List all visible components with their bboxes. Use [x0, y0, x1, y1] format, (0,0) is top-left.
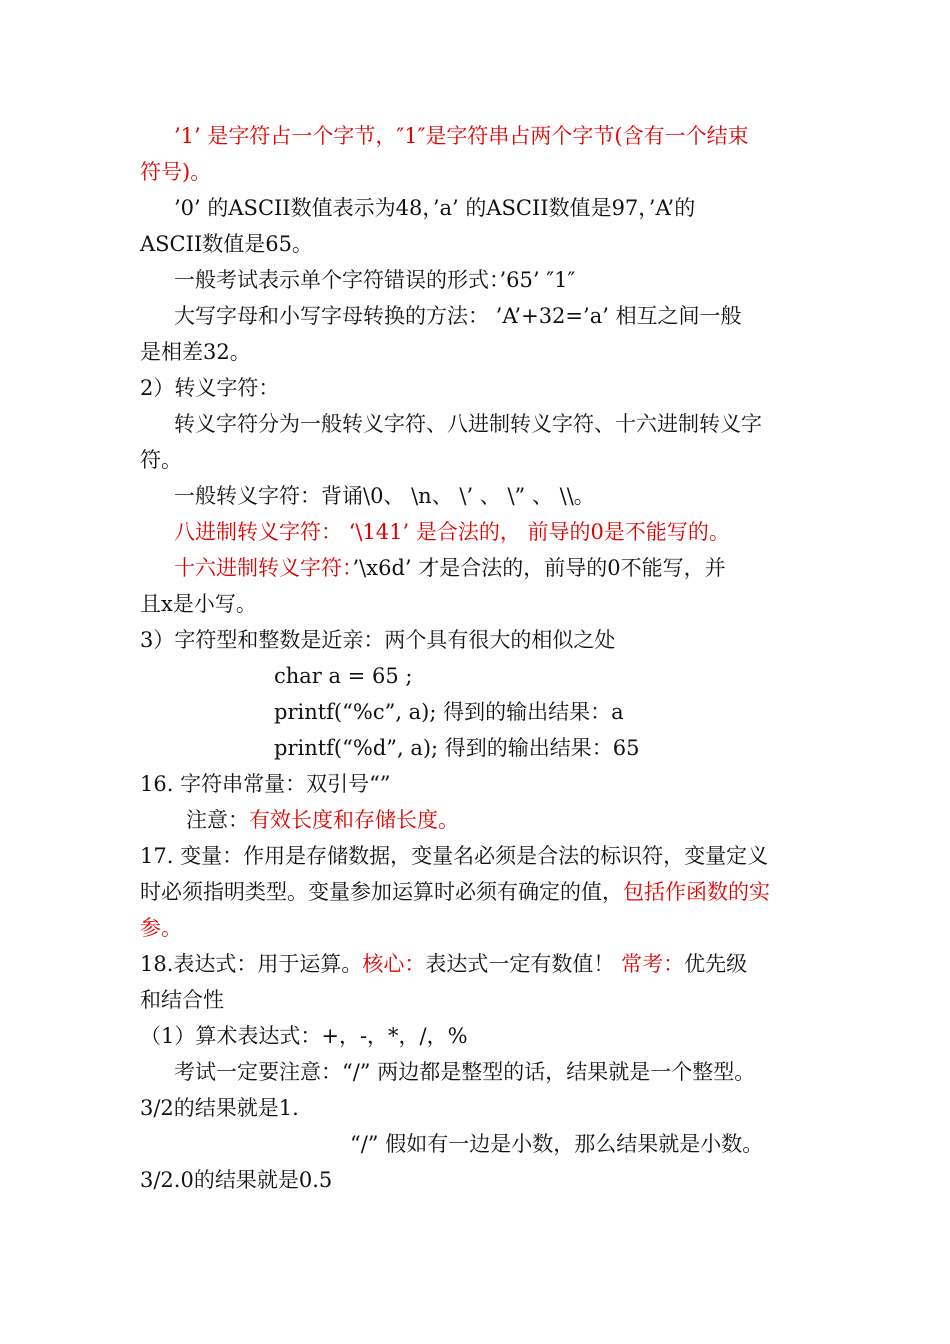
text-line: [140, 1126, 820, 1162]
text-segment: 和结合性: [140, 988, 224, 1012]
text-line: [140, 442, 820, 478]
highlight-text: 八进制转义字符： ‘\141’ 是合法的， 前导的0是不能写的。: [174, 520, 730, 544]
section-heading: [140, 622, 820, 658]
text-line: [140, 1162, 820, 1198]
code-line: [140, 694, 820, 730]
highlight-text: 符号)。: [140, 160, 212, 184]
text-segment: ’0’ 的ASCII数值表示为48，’a’ 的ASCII数值是97，’A’的: [174, 196, 696, 220]
text-segment: 注意：: [186, 808, 249, 832]
text-line: [140, 406, 820, 442]
text-segment: 18.表达式：用于运算。: [140, 952, 363, 976]
text-segment: 2）转义字符：: [140, 376, 280, 400]
highlight-text: 有效长度和存储长度。: [249, 808, 459, 832]
text-line: [140, 514, 820, 550]
text-line: [140, 1054, 820, 1090]
highlight-text: 核心：: [362, 952, 426, 976]
text-line: [140, 118, 820, 154]
text-line: [140, 802, 820, 838]
text-segment: ASCII数值是65。: [140, 232, 313, 256]
text-line: [140, 586, 820, 622]
text-line: [140, 154, 820, 190]
text-segment: 3/2.0的结果就是0.5: [140, 1168, 333, 1192]
highlight-text: 十六进制转义字符：: [174, 556, 353, 580]
text-segment: ’\x6d’ 才是合法的，前导的0不能写，并: [352, 556, 726, 580]
text-segment: “/” 假如有一边是小数，那么结果就是小数。: [350, 1132, 764, 1156]
text-segment: printf(“%d”, a); 得到的输出结果：65: [274, 736, 640, 760]
section-heading: [140, 838, 820, 874]
text-segment: 3）字符型和整数是近亲：两个具有很大的相似之处: [140, 628, 616, 652]
text-segment: 一般考试表示单个字符错误的形式：’65’ ″1″: [174, 268, 576, 292]
text-segment: （1）算术表达式：+，-，*，/，%: [140, 1024, 468, 1048]
text-line: [140, 910, 820, 946]
section-heading: [140, 370, 820, 406]
text-segment: 3/2的结果就是1.: [140, 1096, 299, 1120]
text-segment: 转义字符分为一般转义字符、八进制转义字符、十六进制转义字: [174, 412, 762, 436]
section-heading: [140, 946, 820, 982]
text-line: [140, 874, 820, 910]
highlight-text: 参。: [140, 916, 182, 940]
highlight-text: 常考：: [621, 952, 685, 976]
text-line: [140, 298, 820, 334]
text-segment: 考试一定要注意：“/” 两边都是整型的话，结果就是一个整型。: [174, 1060, 756, 1084]
text-line: [140, 226, 820, 262]
highlight-text: 包括作函数的实: [623, 880, 770, 904]
text-line: [140, 190, 820, 226]
section-heading: [140, 766, 820, 802]
text-line: [140, 478, 820, 514]
text-line: [140, 334, 820, 370]
code-line: [140, 658, 820, 694]
text-segment: 符。: [140, 448, 182, 472]
text-segment: 一般转义字符：背诵\0、 \n、 \’ 、 \” 、 \\。: [174, 484, 595, 508]
document-body: [140, 118, 820, 1198]
text-segment: 时必须指明类型。变量参加运算时必须有确定的值，: [140, 880, 623, 904]
text-segment: char a = 65 ;: [274, 664, 413, 688]
section-heading: [140, 1018, 820, 1054]
text-segment: 且x是小写。: [140, 592, 257, 616]
highlight-text: ’1’ 是字符占一个字节，″1″是字符串占两个字节(含有一个结束: [174, 124, 749, 148]
text-line: [140, 1090, 820, 1126]
text-line: [140, 550, 820, 586]
text-segment: 是相差32。: [140, 340, 251, 364]
text-line: [140, 982, 820, 1018]
text-segment: 优先级: [684, 952, 748, 976]
text-segment: 大写字母和小写字母转换的方法： ’A’+32=’a’ 相互之间一般: [174, 304, 742, 328]
text-segment: 表达式一定有数值！: [425, 952, 622, 976]
text-line: [140, 262, 820, 298]
code-line: [140, 730, 820, 766]
text-segment: 17. 变量：作用是存储数据，变量名必须是合法的标识符，变量定义: [140, 844, 769, 868]
text-segment: printf(“%c”, a); 得到的输出结果：a: [274, 700, 624, 724]
text-segment: 16. 字符串常量：双引号“”: [140, 772, 391, 796]
